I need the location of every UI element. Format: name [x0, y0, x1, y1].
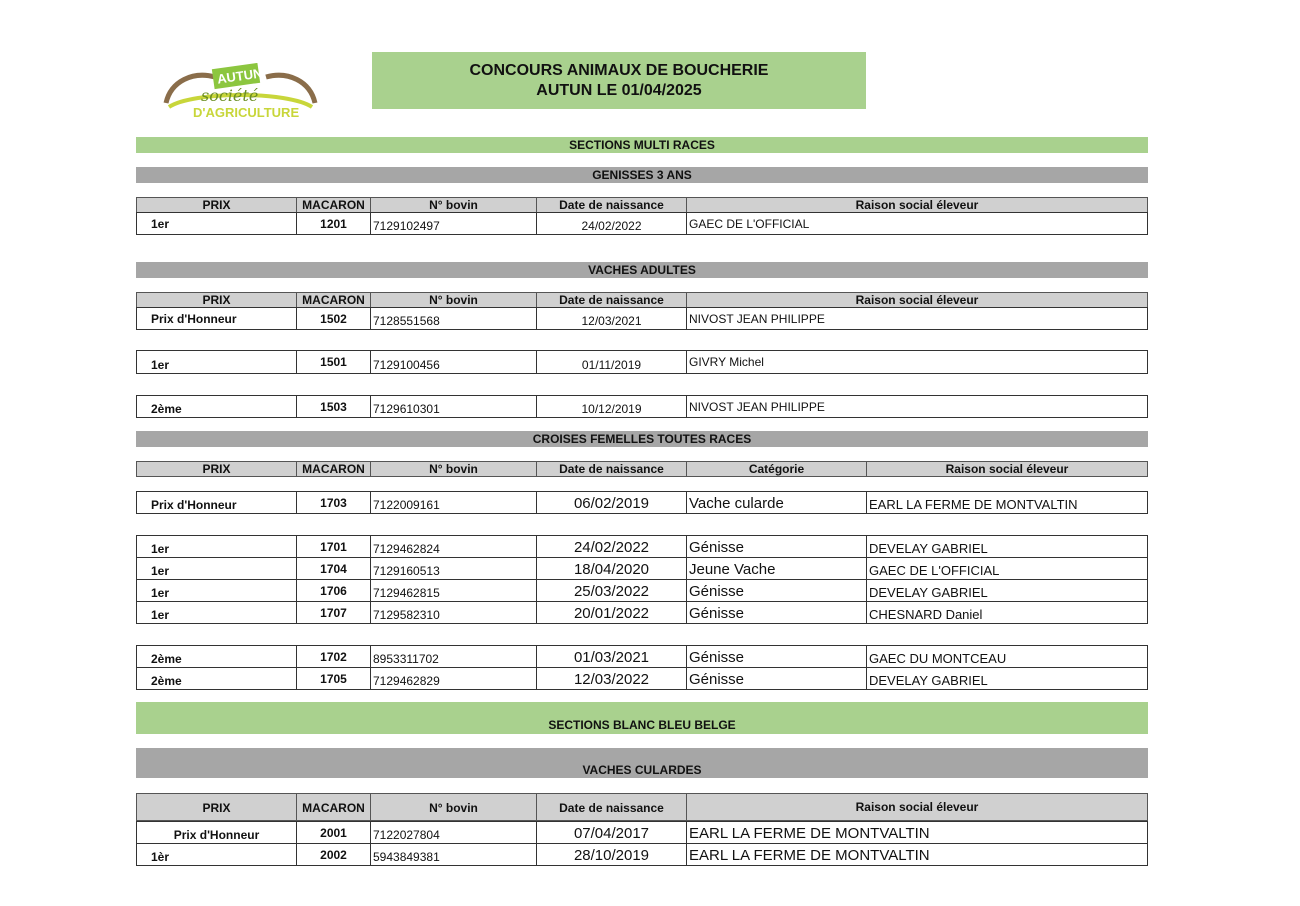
cell-macaron: 1502 [297, 308, 371, 329]
cell-raison: EARL LA FERME DE MONTVALTIN [689, 825, 930, 842]
cell-prix: 1er [137, 602, 297, 623]
cell-macaron: 1701 [297, 536, 371, 557]
cell-prix: 1èr [137, 844, 297, 865]
cell-categorie: Vache cularde [687, 492, 867, 513]
col-macaron: MACARON [297, 293, 371, 307]
cell-raison: EARL LA FERME DE MONTVALTIN [689, 847, 930, 864]
cell-prix: Prix d'Honneur [137, 492, 297, 513]
cell-bovin: 7122027804 [371, 822, 537, 843]
cell-raison: GAEC DE L'OFFICIAL [689, 217, 810, 231]
cell-raison: EARL LA FERME DE MONTVALTIN [869, 497, 1078, 512]
cell-categorie: Génisse [687, 536, 867, 557]
col-bovin: N° bovin [371, 293, 537, 307]
cell-bovin: 8953311702 [371, 646, 537, 667]
cell-date: 25/03/2022 [537, 580, 687, 601]
cell-macaron: 1706 [297, 580, 371, 601]
cell-categorie: Génisse [687, 668, 867, 689]
col-bovin: N° bovin [371, 462, 537, 476]
cell-macaron: 1703 [297, 492, 371, 513]
section-multi-races: SECTIONS MULTI RACES [136, 137, 1148, 153]
group-vaches-adultes: VACHES ADULTES [136, 262, 1148, 278]
cell-bovin: 7129102497 [371, 213, 537, 234]
cell-categorie: Génisse [687, 602, 867, 623]
col-raison: Raison social éleveur [855, 293, 979, 307]
cell-raison: CHESNARD Daniel [869, 607, 983, 622]
cell-raison: DEVELAY GABRIEL [869, 541, 988, 556]
cell-prix: 2ème [137, 396, 297, 417]
cell-bovin: 7129610301 [371, 396, 537, 417]
section-blanc-bleu-belge: SECTIONS BLANC BLEU BELGE [136, 702, 1148, 734]
col-prix: PRIX [137, 794, 297, 820]
group-genisses: GENISSES 3 ANS [136, 167, 1148, 183]
group-croises: CROISES FEMELLES TOUTES RACES [136, 431, 1148, 447]
table-row [136, 535, 1148, 558]
cell-prix: 1er [137, 536, 297, 557]
svg-text:société: société [201, 86, 259, 105]
table-row [136, 307, 1148, 330]
cell-bovin: 7128551568 [371, 308, 537, 329]
cell-date: 07/04/2017 [537, 822, 687, 843]
table-row [136, 491, 1148, 514]
cell-raison: GAEC DE L'OFFICIAL [869, 563, 1000, 578]
cell-bovin: 5943849381 [371, 844, 537, 865]
table-row [136, 843, 1148, 866]
cell-date: 01/11/2019 [537, 351, 687, 373]
cell-raison: NIVOST JEAN PHILIPPE [689, 312, 825, 326]
table-header-genisses [136, 197, 1148, 213]
cell-macaron: 1707 [297, 602, 371, 623]
cell-date: 28/10/2019 [537, 844, 687, 865]
cell-macaron: 1702 [297, 646, 371, 667]
cell-macaron: 1704 [297, 558, 371, 579]
col-macaron: MACARON [297, 198, 371, 212]
table-row [136, 350, 1148, 374]
cell-date: 12/03/2022 [537, 668, 687, 689]
title-line-1: CONCOURS ANIMAUX DE BOUCHERIE [469, 61, 769, 79]
cell-bovin: 7129462824 [371, 536, 537, 557]
cell-bovin: 7129582310 [371, 602, 537, 623]
col-date: Date de naissance [537, 462, 687, 476]
cell-bovin: 7129100456 [371, 351, 537, 373]
col-macaron: MACARON [297, 462, 371, 476]
table-row [136, 821, 1148, 844]
cell-bovin: 7129462829 [371, 668, 537, 689]
cell-date: 20/01/2022 [537, 602, 687, 623]
col-date: Date de naissance [537, 198, 687, 212]
col-prix: PRIX [137, 198, 297, 212]
col-bovin: N° bovin [371, 794, 537, 820]
table-row [136, 601, 1148, 624]
cell-bovin: 7129160513 [371, 558, 537, 579]
cell-date: 24/02/2022 [537, 213, 687, 234]
col-raison: Raison social éleveur [945, 462, 1069, 476]
cell-categorie: Jeune Vache [687, 558, 867, 579]
cell-bovin: 7129462815 [371, 580, 537, 601]
cell-prix: Prix d'Honneur [137, 822, 297, 843]
col-categorie: Catégorie [687, 462, 867, 476]
cell-macaron: 2001 [297, 822, 371, 843]
cell-date: 24/02/2022 [537, 536, 687, 557]
table-header-culardes [136, 793, 1148, 821]
cell-prix: 1er [137, 351, 297, 373]
cell-date: 06/02/2019 [537, 492, 687, 513]
cell-raison: DEVELAY GABRIEL [869, 585, 988, 600]
table-row [136, 395, 1148, 418]
table-row [136, 667, 1148, 690]
cell-prix: 1er [137, 213, 297, 234]
col-macaron: MACARON [297, 794, 371, 820]
col-prix: PRIX [137, 293, 297, 307]
cell-prix: 1er [137, 558, 297, 579]
cell-macaron: 1503 [297, 396, 371, 417]
table-header-vaches-adultes [136, 292, 1148, 308]
table-row [136, 557, 1148, 580]
cell-macaron: 1705 [297, 668, 371, 689]
cell-date: 18/04/2020 [537, 558, 687, 579]
table-row [136, 645, 1148, 668]
col-date: Date de naissance [537, 293, 687, 307]
svg-text:AUTUN: AUTUN [216, 65, 264, 87]
cell-macaron: 2002 [297, 844, 371, 865]
table-row [136, 212, 1148, 235]
document-title [372, 52, 866, 109]
cell-categorie: Génisse [687, 580, 867, 601]
cell-raison: NIVOST JEAN PHILIPPE [689, 400, 825, 414]
cell-raison: GAEC DU MONTCEAU [869, 651, 1007, 666]
cell-date: 01/03/2021 [537, 646, 687, 667]
logo [163, 63, 318, 121]
cell-bovin: 7122009161 [371, 492, 537, 513]
title-line-2: AUTUN LE 01/04/2025 [536, 81, 702, 99]
cell-prix: Prix d'Honneur [137, 308, 297, 329]
cell-categorie: Génisse [687, 646, 867, 667]
table-header-croises [136, 461, 1148, 477]
col-bovin: N° bovin [371, 198, 537, 212]
table-row [136, 579, 1148, 602]
col-raison: Raison social éleveur [855, 800, 979, 814]
svg-text:D'AGRICULTURE: D'AGRICULTURE [193, 105, 300, 120]
cell-date: 10/12/2019 [537, 396, 687, 417]
col-raison: Raison social éleveur [855, 198, 979, 212]
cell-prix: 2ème [137, 646, 297, 667]
cell-macaron: 1201 [297, 213, 371, 234]
cell-prix: 1er [137, 580, 297, 601]
cell-macaron: 1501 [297, 351, 371, 373]
col-date: Date de naissance [537, 794, 687, 820]
cell-raison: DEVELAY GABRIEL [869, 673, 988, 688]
group-vaches-culardes: VACHES CULARDES [136, 748, 1148, 778]
cell-prix: 2ème [137, 668, 297, 689]
col-prix: PRIX [137, 462, 297, 476]
cell-raison: GIVRY Michel [689, 355, 764, 369]
cell-date: 12/03/2021 [537, 308, 687, 329]
